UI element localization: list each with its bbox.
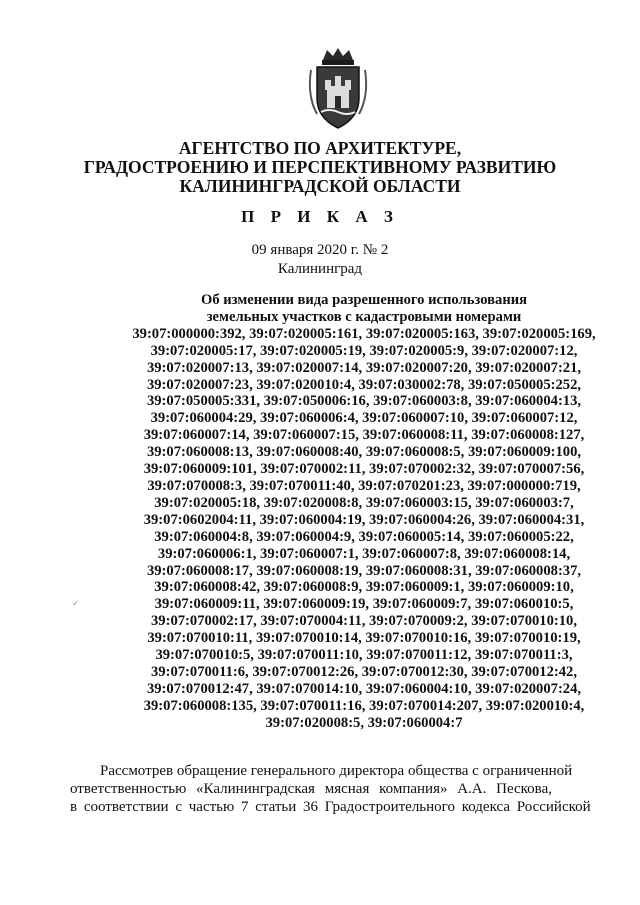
body-line: Рассмотрев обращение генерального директора общества с ограниченной: [100, 763, 573, 779]
cadastral-numbers-line: 39:07:060008:17, 39:07:060008:19, 39:07:060008:31, 39:07:060008:37,: [146, 562, 582, 579]
agency-line: АГЕНТСТВО ПО АРХИТЕКТУРЕ,: [178, 138, 462, 158]
cadastral-numbers-line: 39:07:070012:47, 39:07:070014:10, 39:07:060004:10, 39:07:020007:24,: [146, 680, 582, 697]
cadastral-numbers-line: 39:07:070011:6, 39:07:070012:26, 39:07:070012:30, 39:07:070012:42,: [150, 663, 577, 680]
date-and-number: 09 января 2020 г. № 2: [251, 242, 389, 258]
cadastral-numbers-line: 39:07:070010:5, 39:07:070011:10, 39:07:070011:12, 39:07:070011:3,: [155, 647, 573, 664]
subject-line: Об изменении вида разрешенного использования: [200, 292, 528, 308]
cadastral-numbers-line: 39:07:020007:13, 39:07:020007:14, 39:07:020007:20, 39:07:020007:21,: [146, 359, 582, 376]
cadastral-numbers-line: 39:07:060008:42, 39:07:060008:9, 39:07:060009:1, 39:07:060009:10,: [154, 579, 574, 596]
subject-line: земельных участков с кадастровыми номерами: [206, 308, 522, 325]
agency-line: КАЛИНИНГРАДСКОЙ ОБЛАСТИ: [179, 176, 461, 196]
cadastral-numbers-line: 39:07:0602004:11, 39:07:060004:19, 39:07:060004:26, 39:07:060004:31,: [143, 511, 585, 528]
agency-line: ГРАДОСТРОЕНИЮ И ПЕРСПЕКТИВНОМУ РАЗВИТИЮ: [83, 157, 557, 177]
order-body: [70, 762, 610, 816]
cadastral-numbers-line: 39:07:060004:29, 39:07:060006:4, 39:07:060007:10, 39:07:060007:12,: [150, 410, 578, 427]
cadastral-numbers-line: 39:07:060008:13, 39:07:060008:40, 39:07:060008:5, 39:07:060009:100,: [146, 444, 582, 461]
cadastral-numbers-line: 39:07:060007:14, 39:07:060007:15, 39:07:060008:11, 39:07:060008:127,: [143, 427, 585, 444]
cadastral-numbers-line: 39:07:070002:17, 39:07:070004:11, 39:07:070009:2, 39:07:070010:10,: [150, 613, 577, 630]
cadastral-numbers-line: 39:07:020005:18, 39:07:020008:8, 39:07:060003:15, 39:07:060003:7,: [154, 494, 574, 511]
body-line: в соответствии с частью 7 статьи 36 Градостроительного кодекса Российской: [70, 799, 591, 815]
cadastral-numbers-line: 39:07:050005:331, 39:07:050006:16, 39:07:060003:8, 39:07:060004:13,: [146, 393, 582, 410]
cadastral-numbers-line: 39:07:060009:11, 39:07:060009:19, 39:07:060009:7, 39:07:060010:5,: [154, 596, 574, 613]
cadastral-numbers-line: 39:07:020005:17, 39:07:020005:19, 39:07:020005:9, 39:07:020007:12,: [150, 342, 578, 359]
cadastral-numbers-line: 39:07:020008:5, 39:07:060004:7: [265, 714, 463, 731]
agency-name: [0, 139, 640, 196]
cadastral-numbers-line: 39:07:060009:101, 39:07:070002:11, 39:07:070002:32, 39:07:070007:56,: [143, 461, 585, 478]
city: Калининград: [277, 261, 363, 277]
cadastral-numbers-line: 39:07:070010:11, 39:07:070010:14, 39:07:070010:16, 39:07:070010:19,: [147, 630, 581, 647]
document-type: П Р И К А З: [241, 207, 399, 226]
cadastral-numbers-line: 39:07:070008:3, 39:07:070011:40, 39:07:070201:23, 39:07:000000:719,: [147, 477, 581, 494]
cadastral-numbers-line: 39:07:000000:392, 39:07:020005:161, 39:07:020005:163, 39:07:020005:169,: [132, 325, 596, 342]
cadastral-numbers-line: 39:07:020007:23, 39:07:020010:4, 39:07:030002:78, 39:07:050005:252,: [146, 376, 582, 393]
margin-mark: ✓: [72, 598, 80, 608]
cadastral-numbers-line: 39:07:060006:1, 39:07:060007:1, 39:07:060007:8, 39:07:060008:14,: [157, 545, 571, 562]
order-subject: [108, 292, 620, 732]
coat-of-arms-icon: [303, 46, 373, 136]
cadastral-numbers-line: 39:07:060004:8, 39:07:060004:9, 39:07:060005:14, 39:07:060005:22,: [154, 528, 574, 545]
cadastral-numbers-line: 39:07:060008:135, 39:07:070011:16, 39:07:070014:207, 39:07:020010:4,: [143, 697, 585, 714]
body-line: ответственностью «Калининградская мясная компания» А.А. Пескова,: [70, 781, 552, 797]
